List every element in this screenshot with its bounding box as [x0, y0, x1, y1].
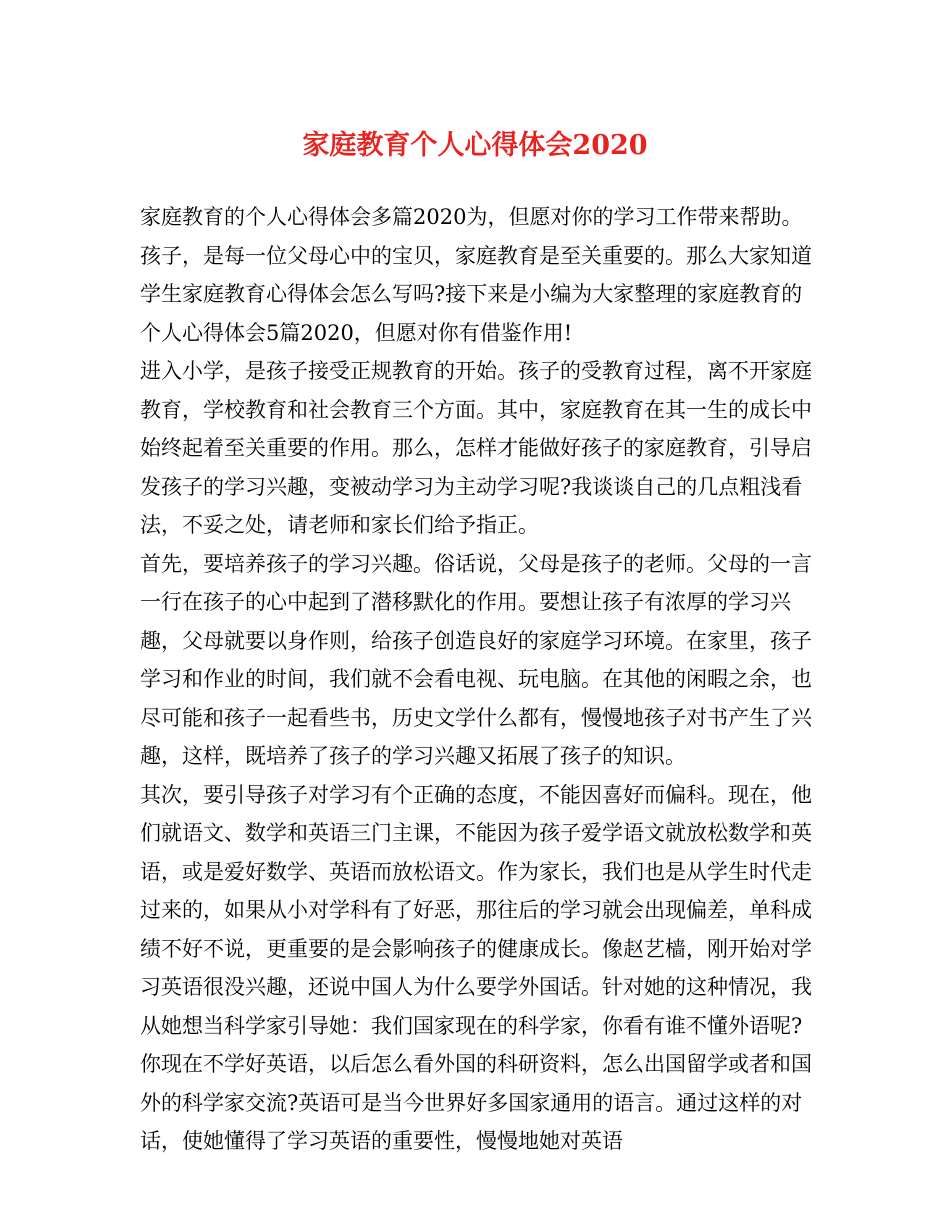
document-body: [140, 198, 815, 1161]
document-title: 家庭教育个人心得体会2020: [302, 130, 648, 161]
paragraph-school-entry: 进入小学，是孩子接受正规教育的开始。孩子的受教育过程，离不开家庭教育，学校教育和社会教育三个方面。其中，家庭教育在其一生的成长中始终起着至关重要的作用。那么，怎样才能做好孩子的家庭教育，引导启发孩子的学习兴趣，变被动学习为主动学习呢?我谈谈自己的几点粗浅看法，不妥之处，请老师和家长们给予指正。: [140, 359, 812, 537]
paragraph-interest: 首先，要培养孩子的学习兴趣。俗话说，父母是孩子的老师。父母的一言一行在孩子的心中起到了潜移默化的作用。要想让孩子有浓厚的学习兴趣，父母就要以身作则，给孩子创造良好的家庭学习环境。在家里，孩子学习和作业的时间，我们就不会看电视、玩电脑。在其他的闲暇之余，也尽可能和孩子一起看些书，历史文学什么都有，慢慢地孩子对书产生了兴趣，这样，既培养了孩子的学习兴趣又拓展了孩子的知识。: [140, 551, 812, 768]
paragraph-attitude: 其次，要引导孩子对学习有个正确的态度，不能因喜好而偏科。现在，他们就语文、数学和英语三门主课，不能因为孩子爱学语文就放松数学和英语，或是爱好数学、英语而放松语文。作为家长，我们也是从学生时代走过来的，如果从小对学科有了好恶，那往后的学习就会出现偏差，单科成绩不好不说，更重要的是会影响孩子的健康成长。像赵艺樯，刚开始对学习英语很没兴趣，还说中国人为什么要学外国话。针对她的这种情况，我从她想当科学家引导她：我们国家现在的科学家，你看有谁不懂外语呢?你现在不学好英语，以后怎么看外国的科研资料，怎么出国留学或者和国外的科学家交流?英语可是当今世界好多国家通用的语言。通过这样的对话，使她懂得了学习英语的重要性，慢慢地她对英语: [140, 782, 812, 1153]
paragraph-intro: 家庭教育的个人心得体会多篇2020为，但愿对你的学习工作带来帮助。孩子，是每一位父母心中的宝贝，家庭教育是至关重要的。那么大家知道学生家庭教育心得体会怎么写吗?接下来是小编为大家整理的家庭教育的个人心得体会5篇2020，但愿对你有借鉴作用!: [140, 205, 812, 345]
